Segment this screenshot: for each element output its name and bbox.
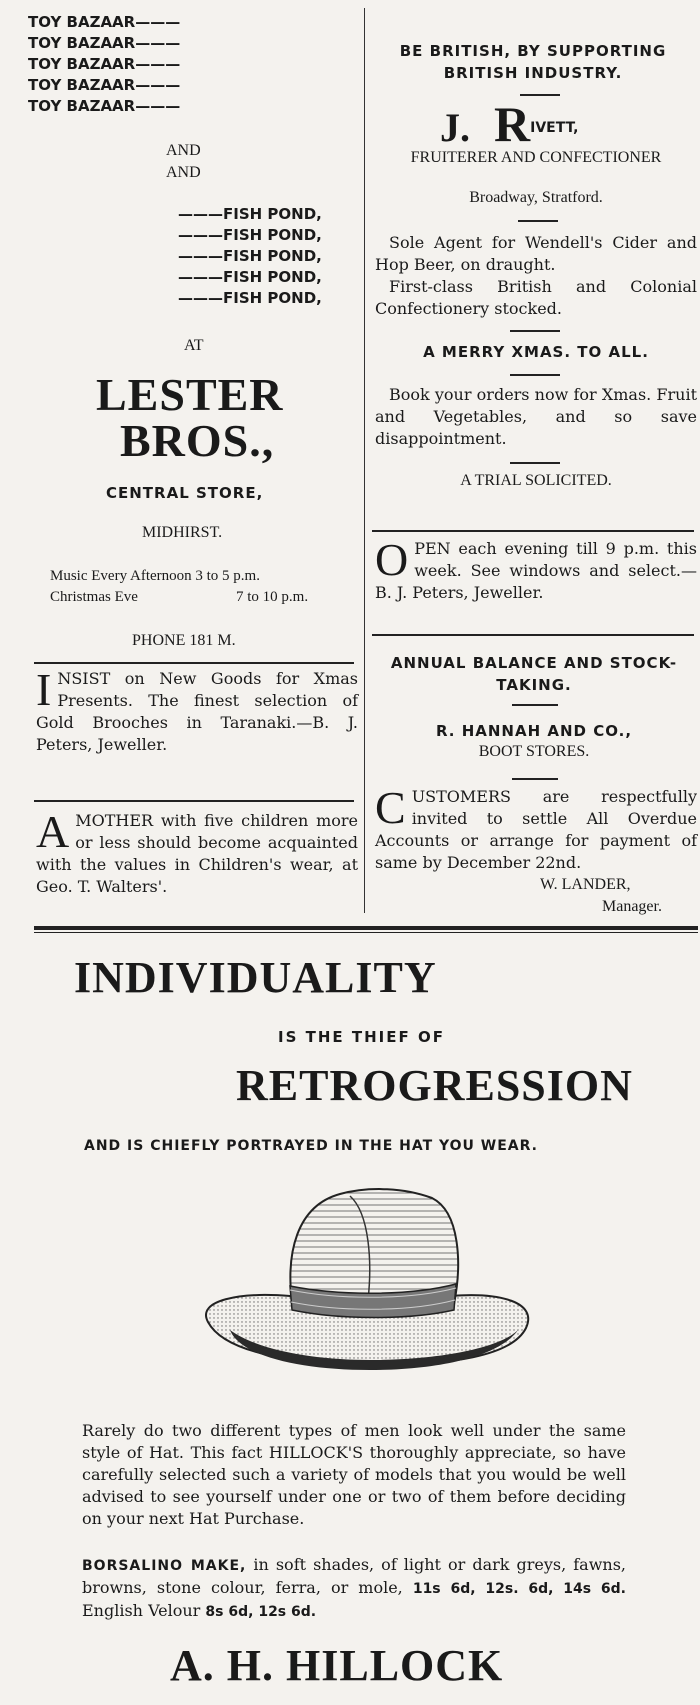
divider xyxy=(34,800,354,802)
short-rule xyxy=(510,374,560,376)
short-rule xyxy=(512,778,558,780)
toy-bazaar-line: TOY BAZAAR——— xyxy=(28,34,181,52)
short-rule xyxy=(510,330,560,332)
borsalino-lead: BORSALINO MAKE, xyxy=(82,1558,247,1574)
drop-cap: A xyxy=(36,806,70,857)
headline-line: BRITISH INDUSTRY. xyxy=(443,64,623,82)
bros-heading: BROS., xyxy=(120,415,275,466)
at-word: AT xyxy=(184,337,204,354)
rivett-address: Broadway, Stratford. xyxy=(469,189,603,206)
central-store: CENTRAL STORE, xyxy=(106,484,264,502)
thief-line: IS THE THIEF OF xyxy=(278,1028,445,1046)
borsalino-text: in soft shades, of light or dark greys, fawns, browns, stone colour, ferra, or mole, xyxy=(82,1555,626,1597)
mother-text: MOTHER with five children more or less should become acquainted with the values in Children's wear, at Geo. T. Walters'. xyxy=(36,811,358,896)
divider xyxy=(34,662,354,664)
fish-pond-line: ———FISH POND, xyxy=(178,205,322,223)
velour-prices: 8s 6d, 12s 6d. xyxy=(205,1604,317,1620)
hannah-firm-sub: BOOT STORES. xyxy=(478,743,590,760)
hannah-firm: R. HANNAH AND CO., xyxy=(435,722,633,740)
and-line xyxy=(166,142,201,160)
drop-cap: C xyxy=(375,782,406,833)
rivett-trade: FRUITERER AND CONFECTIONER xyxy=(410,149,662,166)
rivett-name xyxy=(440,96,579,152)
toy-bazaar-line: TOY BAZAAR——— xyxy=(28,13,181,31)
hannah-notice xyxy=(375,782,697,874)
insist-text: NSIST on New Goods for Xmas Presents. The finest selection of Gold Brooches in Taranaki.—B. J. Peters, Jeweller. xyxy=(36,669,358,754)
insist-ad xyxy=(36,664,358,756)
fish-pond-line: ———FISH POND, xyxy=(178,289,322,307)
borsalino-prices: 11s 6d, 12s. 6d, 14s 6d. xyxy=(412,1581,626,1597)
headline-line: ANNUAL BALANCE AND STOCK- xyxy=(390,654,678,672)
column-divider xyxy=(364,8,365,913)
short-rule xyxy=(510,462,560,464)
rivett-para-2: First-class British and Colonial Confectionery stocked. xyxy=(375,277,697,318)
hannah-signer: W. LANDER, xyxy=(540,876,631,893)
trial-solicited: A TRIAL SOLICITED. xyxy=(460,472,612,489)
short-rule xyxy=(512,704,558,706)
fedora-hat-icon xyxy=(200,1184,540,1372)
open-text: PEN each evening till 9 p.m. this week. See windows and select.—B. J. Peters, Jeweller. xyxy=(375,539,697,602)
portrayed-line: AND IS CHIEFLY PORTRAYED IN THE HAT YOU WEAR. xyxy=(84,1138,539,1154)
mother-ad xyxy=(36,806,358,898)
fish-pond-line: ———FISH POND, xyxy=(178,226,322,244)
name-r: R xyxy=(494,96,531,152)
lester-heading: LESTER xyxy=(96,369,284,420)
toy-bazaar-line: TOY BAZAAR——— xyxy=(28,76,181,94)
velour-label: English Velour xyxy=(82,1601,201,1620)
merry-xmas: A MERRY XMAS. TO ALL. xyxy=(423,343,649,361)
and-line xyxy=(166,164,201,182)
section-separator xyxy=(34,926,698,930)
name-rest: IVETT, xyxy=(530,120,579,136)
hat-illustration xyxy=(200,1184,540,1372)
rivett-para-1: Sole Agent for Wendell's Cider and Hop Beer, on draught. xyxy=(375,233,697,274)
fish-pond-line: ———FISH POND, xyxy=(178,268,322,286)
hillock-footer: A. H. HILLOCK xyxy=(170,1641,504,1690)
rivett-para-3: Book your orders now for Xmas. Fruit and Vegetables, and so save disappointment. xyxy=(375,385,697,448)
divider xyxy=(372,634,694,636)
rivett-headline xyxy=(372,40,694,84)
retrogression-heading: RETROGRESSION xyxy=(236,1061,633,1110)
christmas-eve-time: 7 to 10 p.m. xyxy=(236,589,309,605)
open-ad xyxy=(375,534,697,604)
headline-line: BE BRITISH, BY SUPPORTING xyxy=(399,42,667,60)
section-separator-thin xyxy=(34,932,698,933)
toy-bazaar-line: TOY BAZAAR——— xyxy=(28,55,181,73)
hat-para-2 xyxy=(82,1554,626,1623)
phone-number: PHONE 181 M. xyxy=(132,632,236,649)
individuality-heading: INDIVIDUALITY xyxy=(74,953,437,1002)
and-word: AND xyxy=(166,164,201,181)
and-word: AND xyxy=(166,142,201,159)
drop-cap: O xyxy=(375,534,409,585)
hannah-headline xyxy=(372,652,696,696)
fish-pond-list xyxy=(178,204,322,309)
divider xyxy=(372,530,694,532)
hannah-title: Manager. xyxy=(602,898,662,915)
christmas-eve-label: Christmas Eve xyxy=(50,589,138,605)
music-line: Music Every Afternoon 3 to 5 p.m. xyxy=(50,568,260,584)
toy-bazaar-list xyxy=(28,12,180,117)
name-initial: J. xyxy=(440,105,470,150)
hannah-text: USTOMERS are respectfully invited to settle All Overdue Accounts or arrange for payment of same by December 22nd. xyxy=(375,787,697,872)
fish-pond-line: ———FISH POND, xyxy=(178,247,322,265)
drop-cap: I xyxy=(36,664,52,715)
short-rule xyxy=(518,220,558,222)
midhirst: MIDHIRST. xyxy=(142,524,223,541)
headline-line: TAKING. xyxy=(496,676,572,694)
toy-bazaar-line: TOY BAZAAR——— xyxy=(28,97,181,115)
hat-para-1: Rarely do two different types of men look well under the same style of Hat. This fact HILLOCK'S thoroughly appreciate, so have carefully selected such a variety of models that you would be well advised to see yourself under one or two of them before deciding on your next Hat Purchase. xyxy=(82,1421,626,1528)
